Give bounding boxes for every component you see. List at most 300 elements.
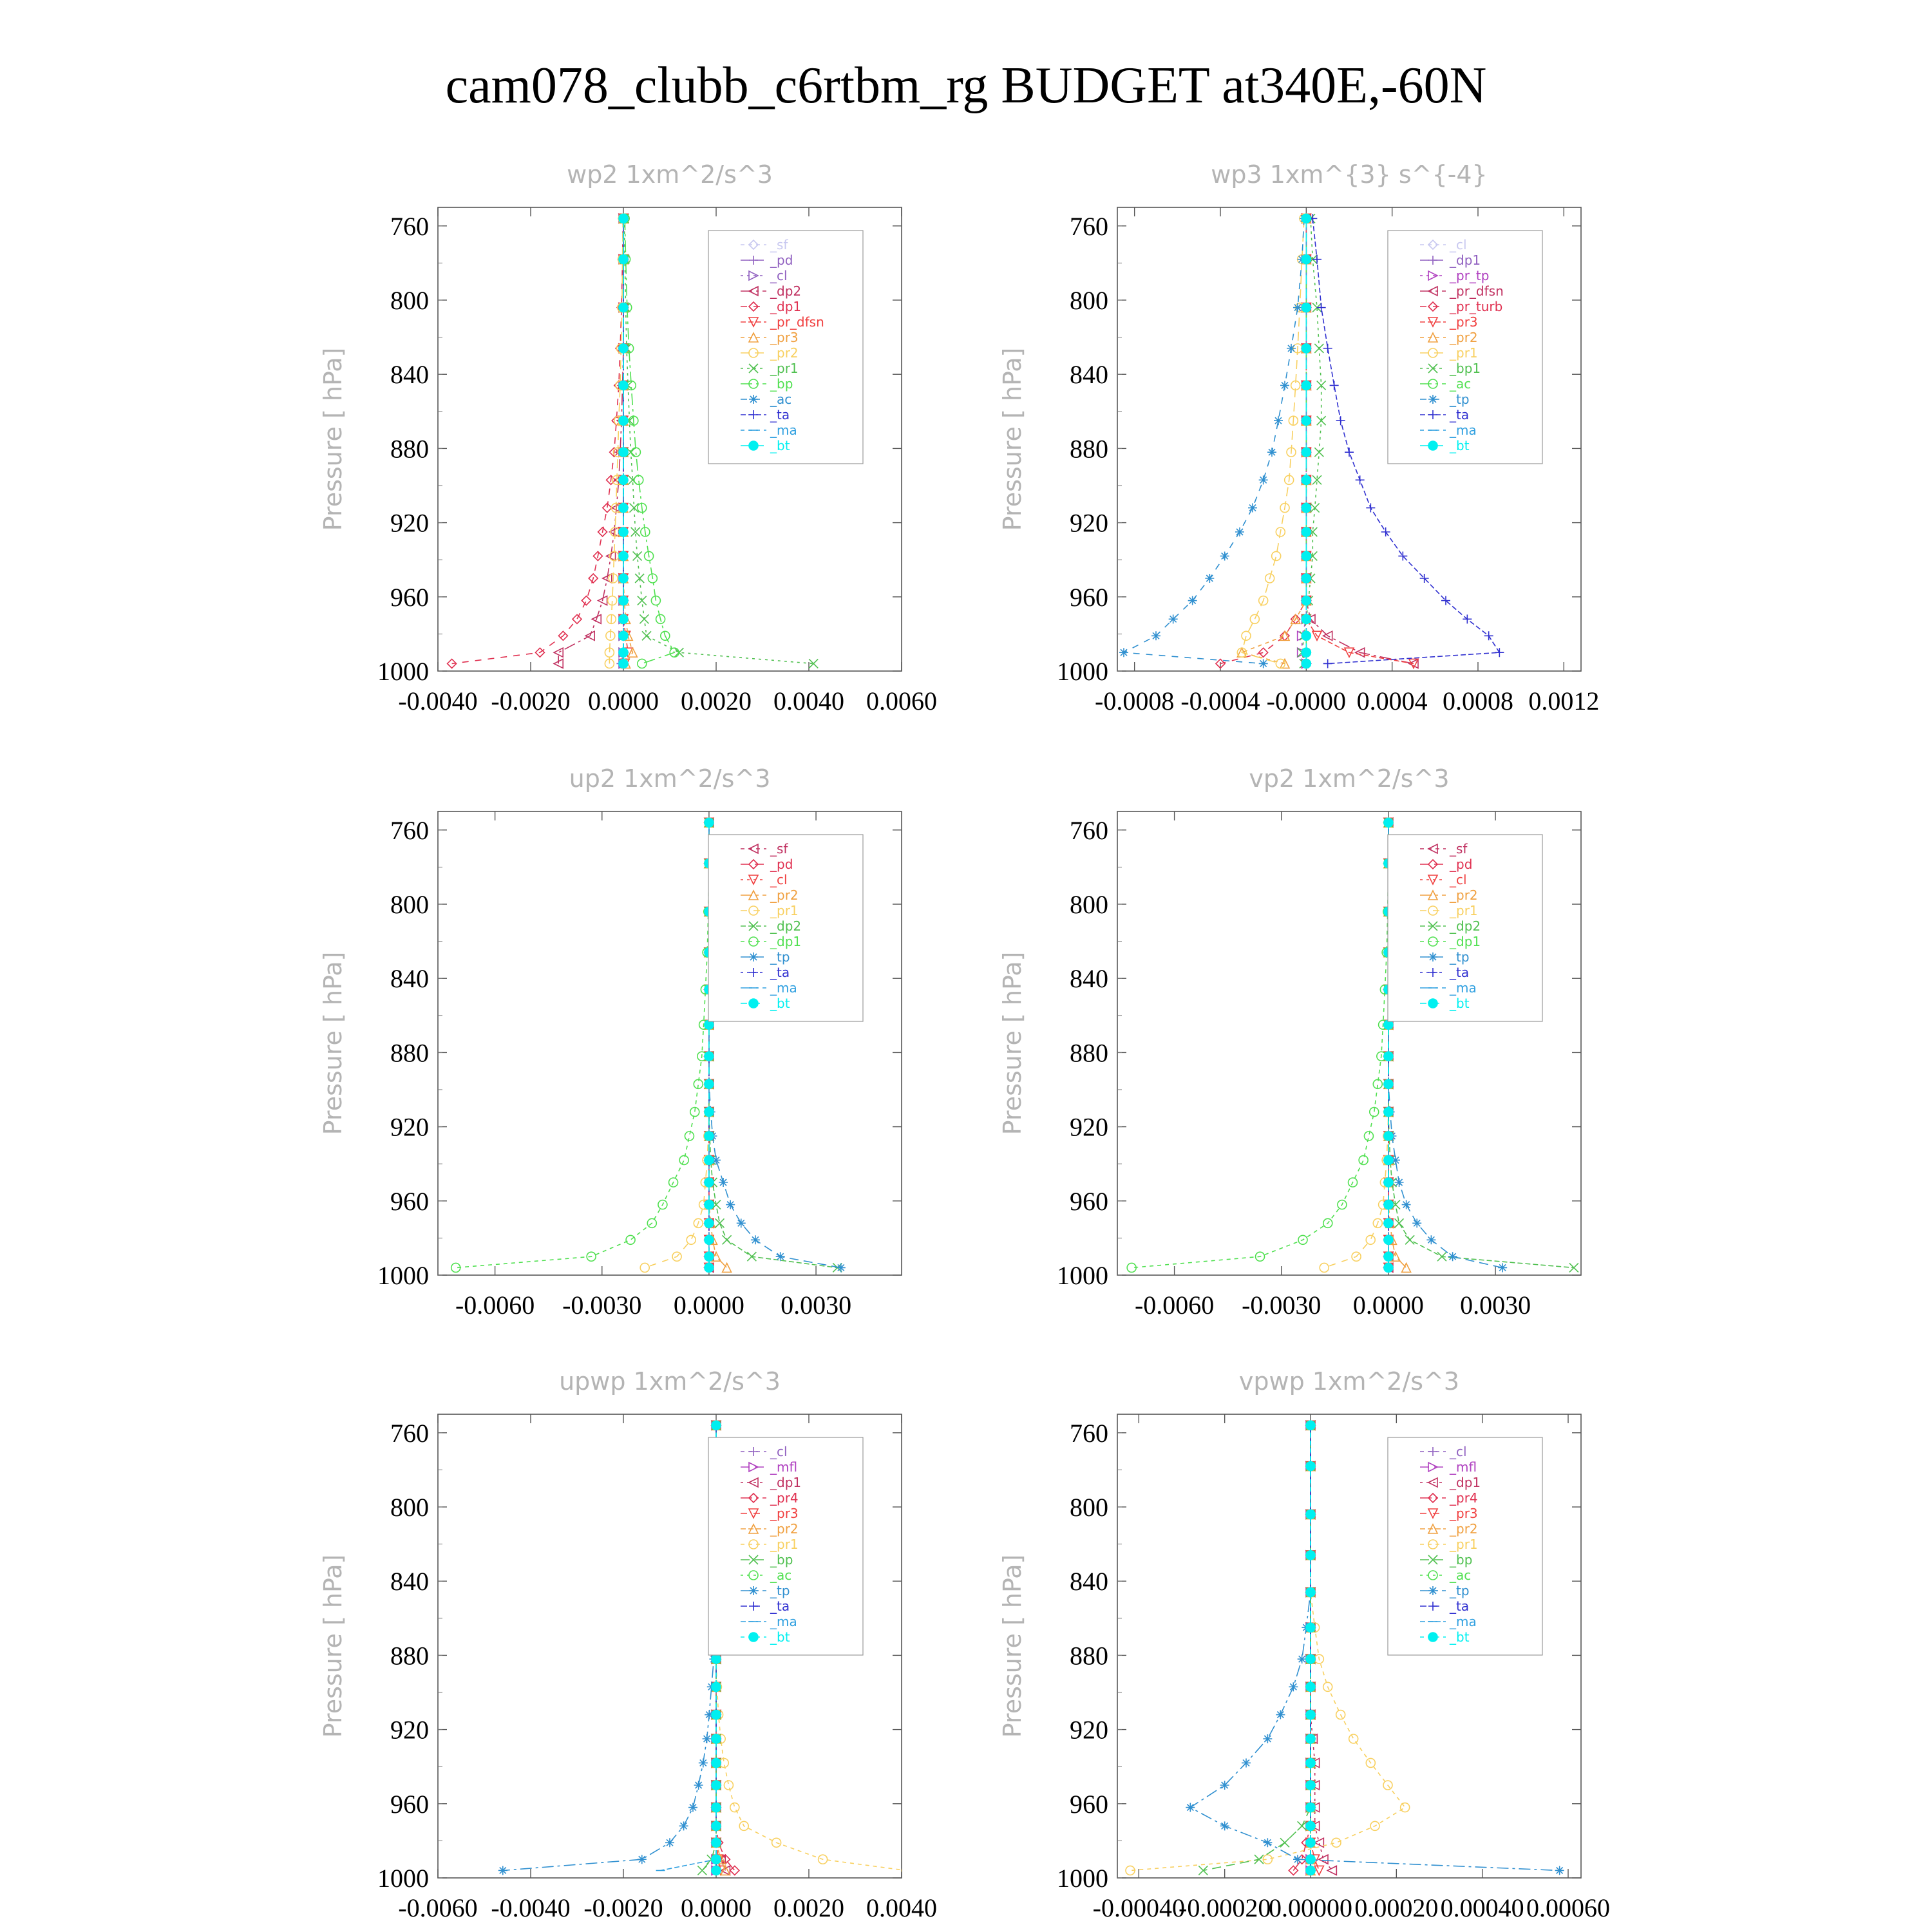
y-tick-label: 880 bbox=[390, 1038, 429, 1068]
data-point-ta bbox=[1484, 631, 1493, 640]
legend-entry: _bp bbox=[770, 376, 793, 392]
legend-entry: _bt bbox=[1450, 996, 1470, 1011]
data-point-dp2 bbox=[1405, 1235, 1414, 1244]
y-axis-label: Pressure [ hPa] bbox=[319, 347, 347, 531]
data-point-bt bbox=[1302, 255, 1311, 264]
data-point-tp bbox=[1242, 1758, 1251, 1767]
y-tick-label: 960 bbox=[390, 1789, 429, 1819]
legend-entry: _bt bbox=[770, 1629, 790, 1645]
legend-entry: _pr1 bbox=[770, 903, 799, 918]
data-point-bt bbox=[705, 1200, 714, 1209]
x-tick-label: 0.00000 bbox=[1269, 1893, 1352, 1922]
x-tick-label: -0.00040 bbox=[1092, 1893, 1185, 1922]
x-tick-label: -0.0040 bbox=[491, 1893, 571, 1922]
data-point-pr1 bbox=[638, 596, 647, 605]
data-point-pr1 bbox=[640, 1263, 649, 1272]
y-tick-label: 920 bbox=[390, 1112, 429, 1142]
data-point-bp1 bbox=[1314, 344, 1323, 353]
data-point-ta bbox=[1345, 448, 1354, 457]
data-point-tp bbox=[1259, 659, 1268, 668]
y-tick-label: 840 bbox=[1070, 360, 1108, 390]
legend-entry: _pr_tp bbox=[1450, 268, 1490, 283]
x-tick-label: 0.0000 bbox=[673, 1291, 744, 1320]
data-point-bt bbox=[1306, 1623, 1315, 1632]
data-point-pr2 bbox=[1280, 631, 1289, 640]
data-point-bt bbox=[1306, 1710, 1315, 1719]
data-point-bt bbox=[1306, 1654, 1315, 1663]
data-point-pr1 bbox=[635, 574, 644, 583]
data-point-bt bbox=[712, 1734, 721, 1743]
legend-marker bbox=[749, 952, 758, 961]
series-line-ma bbox=[661, 1425, 716, 1870]
data-point-tp bbox=[1119, 648, 1128, 657]
data-point-bt bbox=[619, 448, 628, 457]
data-point-bt bbox=[619, 416, 628, 425]
data-point-tp bbox=[1263, 1838, 1272, 1847]
legend-entry: _pd bbox=[1450, 857, 1473, 872]
data-point-ta bbox=[1495, 648, 1504, 657]
data-point-tp bbox=[1412, 1218, 1421, 1227]
legend-entry: _dp1 bbox=[770, 934, 802, 949]
data-point-bt bbox=[712, 1781, 721, 1790]
legend-entry: _ta bbox=[770, 407, 790, 422]
series-line-dp1 bbox=[452, 218, 623, 663]
data-point-bt bbox=[619, 574, 628, 583]
y-axis-label: Pressure [ hPa] bbox=[998, 951, 1027, 1135]
legend-entry: _dp1 bbox=[770, 299, 802, 314]
data-point-bt bbox=[619, 214, 628, 223]
legend-entry: _pr_dfsn bbox=[1450, 283, 1504, 299]
data-point-bt bbox=[712, 1803, 721, 1812]
x-tick-label: 0.0008 bbox=[1443, 687, 1513, 715]
data-point-pr1 bbox=[633, 551, 642, 560]
data-point-bt bbox=[1306, 1803, 1315, 1812]
legend-entry: _pr3 bbox=[770, 330, 799, 345]
data-point-dp1 bbox=[582, 596, 591, 605]
data-point-bt bbox=[1306, 1838, 1315, 1847]
data-point-bt bbox=[712, 1682, 721, 1691]
data-point-bt bbox=[1306, 1551, 1315, 1560]
legend-entry: _cl bbox=[1450, 237, 1467, 252]
data-point-tp bbox=[1293, 303, 1302, 312]
y-tick-label: 880 bbox=[1070, 1641, 1108, 1671]
data-point-bt bbox=[1384, 818, 1393, 827]
y-tick-label: 960 bbox=[390, 582, 429, 612]
data-point-dp1 bbox=[685, 1132, 694, 1141]
legend-marker bbox=[1428, 395, 1437, 404]
x-tick-label: 0.00040 bbox=[1440, 1893, 1524, 1922]
y-tick-label: 880 bbox=[1070, 434, 1108, 464]
data-point-bt bbox=[1302, 574, 1311, 583]
y-tick-label: 920 bbox=[1070, 1715, 1108, 1745]
data-point-bt bbox=[705, 1079, 714, 1088]
data-point-bp1 bbox=[1317, 381, 1326, 390]
data-point-ta bbox=[1463, 614, 1472, 623]
x-tick-label: -0.00020 bbox=[1179, 1893, 1271, 1922]
data-point-bp bbox=[1255, 1855, 1264, 1864]
series-line-pr1 bbox=[1130, 1425, 1405, 1870]
data-point-bt bbox=[619, 344, 628, 353]
data-point-pr1 bbox=[902, 1866, 911, 1875]
y-tick-label: 800 bbox=[1070, 286, 1108, 315]
series-line-dp1 bbox=[456, 822, 709, 1267]
legend-entry: _ac bbox=[770, 392, 792, 407]
data-point-tp bbox=[1263, 1734, 1272, 1743]
series-line-bp bbox=[1203, 1425, 1311, 1870]
legend-entry: _pr4 bbox=[1450, 1490, 1478, 1506]
data-point-tp bbox=[1205, 574, 1214, 583]
legend-entry: _cl bbox=[770, 872, 788, 887]
data-point-bt bbox=[705, 1155, 714, 1164]
panel-title: vp2 1xm^2/s^3 bbox=[1249, 764, 1450, 793]
series-line-dp2 bbox=[558, 218, 623, 663]
y-tick-label: 1000 bbox=[1057, 1261, 1108, 1290]
panel-upwp bbox=[319, 1367, 937, 1922]
x-tick-label: -0.0040 bbox=[398, 687, 478, 715]
y-axis-label: Pressure [ hPa] bbox=[319, 951, 347, 1135]
legend-entry: _bp bbox=[1450, 1552, 1473, 1567]
x-tick-label: 0.0040 bbox=[866, 1893, 937, 1922]
data-point-tp bbox=[703, 1734, 712, 1743]
legend-entry: _bt bbox=[1450, 438, 1470, 453]
legend-entry: _pd bbox=[770, 857, 793, 872]
y-tick-label: 840 bbox=[1070, 1567, 1108, 1596]
data-point-dp2 bbox=[715, 1218, 724, 1227]
data-point-bt bbox=[1384, 1178, 1393, 1187]
data-point-bt bbox=[1384, 1052, 1393, 1061]
x-tick-label: 0.00060 bbox=[1526, 1893, 1610, 1922]
panel-wp2 bbox=[319, 160, 937, 715]
data-point-pr1 bbox=[730, 1803, 739, 1812]
legend-entry: _bp1 bbox=[1450, 361, 1481, 376]
legend-entry: _ma bbox=[770, 422, 797, 438]
data-point-tp bbox=[1402, 1200, 1411, 1209]
x-tick-label: 0.0012 bbox=[1528, 687, 1600, 715]
panel-title: wp2 1xm^2/s^3 bbox=[567, 160, 773, 189]
legend-entry: _pd bbox=[770, 252, 793, 268]
data-point-bt bbox=[619, 596, 628, 605]
y-tick-label: 800 bbox=[1070, 1493, 1108, 1522]
legend-entry: _pr4 bbox=[770, 1490, 799, 1506]
data-point-bp bbox=[1198, 1866, 1208, 1875]
data-point-tp bbox=[726, 1200, 735, 1209]
legend-entry: _pr2 bbox=[1450, 330, 1478, 345]
data-point-tp bbox=[1274, 416, 1283, 425]
y-tick-label: 760 bbox=[390, 815, 429, 845]
data-point-dp2 bbox=[723, 1235, 732, 1244]
data-point-bt bbox=[1302, 214, 1311, 223]
data-point-tp bbox=[498, 1866, 507, 1875]
data-point-bt bbox=[1306, 1821, 1315, 1830]
y-tick-label: 960 bbox=[1070, 1789, 1108, 1819]
y-tick-label: 920 bbox=[1070, 1112, 1108, 1142]
data-point-tp bbox=[1280, 381, 1289, 390]
data-point-bt bbox=[1302, 344, 1311, 353]
data-point-bt bbox=[1306, 1781, 1315, 1790]
series-line-pr_turb bbox=[1220, 218, 1306, 663]
data-point-bt bbox=[1384, 1235, 1393, 1244]
x-tick-label: -0.0030 bbox=[562, 1291, 642, 1320]
data-point-tp bbox=[1186, 1803, 1195, 1812]
data-point-bp bbox=[1298, 1821, 1307, 1830]
data-point-tp bbox=[1448, 1252, 1457, 1261]
data-point-dp2 bbox=[554, 648, 563, 657]
y-tick-label: 920 bbox=[390, 1715, 429, 1745]
data-point-bp1 bbox=[1317, 416, 1326, 425]
data-point-bt bbox=[619, 527, 628, 536]
data-point-bt bbox=[1384, 1155, 1393, 1164]
legend-entry: _dp1 bbox=[1450, 934, 1481, 949]
data-point-dp1 bbox=[1319, 1855, 1328, 1864]
data-point-tp bbox=[679, 1821, 688, 1830]
y-axis-label: Pressure [ hPa] bbox=[998, 347, 1027, 531]
data-point-pr1 bbox=[1349, 1734, 1358, 1743]
x-tick-label: -0.0060 bbox=[455, 1291, 535, 1320]
data-point-bt bbox=[712, 1710, 721, 1719]
data-point-bt bbox=[1384, 1263, 1393, 1272]
data-point-tp bbox=[1151, 631, 1160, 640]
data-point-tp bbox=[694, 1781, 703, 1790]
legend-entry: _pr2 bbox=[770, 887, 799, 903]
data-point-bt bbox=[619, 551, 628, 560]
data-point-bt bbox=[619, 504, 628, 513]
y-tick-label: 960 bbox=[1070, 1186, 1108, 1216]
legend-entry: _ta bbox=[1450, 1598, 1470, 1614]
data-point-bt bbox=[705, 1132, 714, 1141]
data-point-tp bbox=[1395, 1178, 1404, 1187]
x-tick-label: 0.0004 bbox=[1356, 687, 1428, 715]
data-point-bt bbox=[1302, 303, 1311, 312]
x-tick-label: -0.0020 bbox=[583, 1893, 663, 1922]
x-tick-label: 0.0040 bbox=[773, 687, 844, 715]
data-point-tp bbox=[1220, 551, 1229, 560]
data-point-bt bbox=[1302, 614, 1311, 623]
legend-entry: _cl bbox=[770, 1444, 788, 1459]
data-point-bt bbox=[705, 1052, 714, 1061]
data-point-tp bbox=[1188, 596, 1197, 605]
data-point-bt bbox=[1306, 1510, 1315, 1519]
data-point-bt bbox=[1302, 551, 1311, 560]
data-point-bt bbox=[712, 1855, 721, 1864]
data-point-tp bbox=[1220, 1781, 1229, 1790]
data-point-dp1 bbox=[679, 1155, 688, 1164]
data-point-bt bbox=[619, 303, 628, 312]
legend-entry: _dp2 bbox=[770, 283, 802, 299]
legend-marker bbox=[1428, 441, 1437, 450]
legend-entry: _mfl bbox=[1450, 1459, 1477, 1475]
data-point-bt bbox=[1306, 1855, 1315, 1864]
legend-entry: _tp bbox=[770, 1583, 790, 1598]
data-point-bt bbox=[1302, 596, 1311, 605]
data-point-tp bbox=[751, 1235, 760, 1244]
legend-entry: _pr1 bbox=[770, 361, 799, 376]
legend-entry: _pr1 bbox=[1450, 903, 1478, 918]
data-point-bp1 bbox=[1314, 448, 1323, 457]
data-point-bt bbox=[1302, 659, 1311, 668]
legend-entry: _pr1 bbox=[1450, 1537, 1478, 1552]
data-point-tp bbox=[688, 1803, 697, 1812]
data-point-pr1 bbox=[1272, 551, 1281, 560]
data-point-ta bbox=[1336, 416, 1345, 425]
data-point-tp bbox=[737, 1218, 746, 1227]
data-point-bt bbox=[1384, 1132, 1393, 1141]
legend-entry: _ma bbox=[1450, 980, 1477, 996]
data-point-ta bbox=[1323, 344, 1332, 353]
x-tick-label: -0.0004 bbox=[1180, 687, 1260, 715]
data-point-ta bbox=[1356, 475, 1365, 484]
legend-marker bbox=[749, 1633, 758, 1642]
legend-marker bbox=[1428, 999, 1437, 1008]
legend-entry: _tp bbox=[770, 949, 790, 965]
legend-entry: _pr2 bbox=[770, 345, 799, 361]
y-tick-label: 960 bbox=[1070, 582, 1108, 612]
legend-entry: _ma bbox=[770, 1614, 797, 1629]
data-point-pr1 bbox=[639, 614, 649, 623]
data-point-ta bbox=[1381, 527, 1390, 536]
legend-entry: _cl bbox=[1450, 1444, 1467, 1459]
y-tick-label: 1000 bbox=[1057, 1864, 1108, 1893]
data-point-bt bbox=[712, 1821, 721, 1830]
panel-title: up2 1xm^2/s^3 bbox=[569, 764, 771, 793]
data-point-tp bbox=[1498, 1263, 1507, 1272]
legend-entry: _ma bbox=[770, 980, 797, 996]
legend-entry: _pr_turb bbox=[1450, 299, 1503, 314]
panel-title: vpwp 1xm^2/s^3 bbox=[1238, 1367, 1460, 1396]
data-point-bt bbox=[1384, 1218, 1393, 1227]
data-point-dp1 bbox=[1327, 1866, 1336, 1875]
data-point-bt bbox=[619, 255, 628, 264]
legend-marker bbox=[749, 999, 758, 1008]
data-point-dp2 bbox=[1395, 1218, 1404, 1227]
data-point-bt bbox=[1306, 1462, 1315, 1471]
x-tick-label: 0.00020 bbox=[1354, 1893, 1439, 1922]
data-point-bt bbox=[1384, 1252, 1393, 1261]
panel-vp2 bbox=[998, 764, 1581, 1320]
data-point-dp1 bbox=[1364, 1132, 1373, 1141]
data-point-bt bbox=[619, 648, 628, 657]
data-point-ta bbox=[1312, 255, 1321, 264]
legend-entry: _bt bbox=[1450, 1629, 1470, 1645]
data-point-bt bbox=[705, 1178, 714, 1187]
legend-entry: _mfl bbox=[770, 1459, 798, 1475]
x-tick-label: -0.0030 bbox=[1242, 1291, 1321, 1320]
series-line-dp1 bbox=[1132, 822, 1388, 1267]
data-point-tp bbox=[1235, 527, 1244, 536]
data-point-bt bbox=[1302, 631, 1311, 640]
data-point-bt bbox=[1302, 648, 1311, 657]
y-tick-label: 800 bbox=[390, 286, 429, 315]
legend-entry: _cl bbox=[770, 268, 788, 283]
y-tick-label: 1000 bbox=[377, 1261, 429, 1290]
legend-entry: _pr3 bbox=[770, 1506, 799, 1521]
data-point-dp2 bbox=[1569, 1263, 1578, 1272]
y-tick-label: 760 bbox=[390, 211, 429, 241]
data-point-pr1 bbox=[687, 1235, 696, 1244]
panel-title: upwp 1xm^2/s^3 bbox=[559, 1367, 781, 1396]
legend-entry: _tp bbox=[1450, 949, 1470, 965]
y-tick-label: 800 bbox=[390, 890, 429, 919]
data-point-pr1 bbox=[1242, 631, 1251, 640]
data-point-ta bbox=[1330, 381, 1339, 390]
data-point-bt bbox=[1384, 1079, 1393, 1088]
legend-entry: _dp1 bbox=[1450, 1475, 1481, 1490]
data-point-bt bbox=[1306, 1734, 1315, 1743]
legend-entry: _bt bbox=[770, 438, 790, 453]
y-tick-label: 760 bbox=[390, 1418, 429, 1448]
y-tick-label: 840 bbox=[390, 1567, 429, 1596]
legend-entry: _pr2 bbox=[770, 1521, 799, 1537]
series-line-pr1 bbox=[1242, 218, 1304, 663]
data-point-bt bbox=[705, 1235, 714, 1244]
data-point-bt bbox=[1306, 1421, 1315, 1430]
y-tick-label: 1000 bbox=[377, 657, 429, 686]
data-point-tp bbox=[776, 1252, 785, 1261]
panel-wp3 bbox=[998, 160, 1599, 715]
y-tick-label: 880 bbox=[1070, 1038, 1108, 1068]
y-tick-label: 920 bbox=[1070, 508, 1108, 538]
y-tick-label: 800 bbox=[1070, 890, 1108, 919]
data-point-bt bbox=[712, 1866, 721, 1875]
legend-entry: _pr1 bbox=[770, 1537, 799, 1552]
legend-entry: _pr1 bbox=[1450, 345, 1478, 361]
data-point-bt bbox=[1302, 504, 1311, 513]
data-point-bt bbox=[1306, 1587, 1315, 1596]
data-point-bp bbox=[638, 659, 647, 668]
y-tick-label: 880 bbox=[390, 434, 429, 464]
legend-marker bbox=[1428, 1633, 1437, 1642]
panel-title: wp3 1xm^{3} s^{-4} bbox=[1211, 160, 1488, 189]
legend-entry: _ma bbox=[1450, 422, 1477, 438]
data-point-pr1 bbox=[1320, 1263, 1329, 1272]
legend-marker bbox=[749, 441, 758, 450]
legend-entry: _dp1 bbox=[770, 1475, 802, 1490]
data-point-ta bbox=[1366, 504, 1375, 513]
panel-vpwp bbox=[998, 1367, 1610, 1922]
legend-entry: _ma bbox=[1450, 1614, 1477, 1629]
x-tick-label: 0.0060 bbox=[866, 687, 937, 715]
data-point-bt bbox=[619, 659, 628, 668]
legend-entry: _dp2 bbox=[1450, 918, 1481, 934]
data-point-ta bbox=[1317, 303, 1326, 312]
data-point-bt bbox=[712, 1838, 721, 1847]
data-point-bt bbox=[712, 1758, 721, 1767]
x-tick-label: 0.0030 bbox=[781, 1291, 852, 1320]
legend-entry: _ta bbox=[770, 1598, 790, 1614]
figure-title: cam078_clubb_c6rtbm_rg BUDGET at340E,-60N bbox=[445, 57, 1487, 114]
data-point-tp bbox=[699, 1758, 708, 1767]
legend-entry: _bp bbox=[770, 1552, 793, 1567]
legend-marker bbox=[1428, 1586, 1437, 1595]
legend-entry: _sf bbox=[770, 237, 788, 252]
legend-entry: _pr_dfsn bbox=[770, 314, 824, 330]
data-point-bt bbox=[1302, 527, 1311, 536]
data-point-bt bbox=[705, 818, 714, 827]
legend-entry: _ac bbox=[1450, 376, 1472, 392]
data-point-bt bbox=[705, 1263, 714, 1272]
data-point-bt bbox=[705, 1252, 714, 1261]
y-tick-label: 760 bbox=[1070, 211, 1108, 241]
x-tick-label: -0.0000 bbox=[1266, 687, 1346, 715]
data-point-tp bbox=[1276, 1710, 1285, 1719]
data-point-bt bbox=[1302, 475, 1311, 484]
data-point-pr1 bbox=[1332, 1838, 1341, 1847]
data-point-dp1 bbox=[1359, 1155, 1368, 1164]
y-tick-label: 760 bbox=[1070, 1418, 1108, 1448]
data-point-bt bbox=[1306, 1682, 1315, 1691]
series-line-pr1 bbox=[645, 822, 709, 1267]
data-point-tp bbox=[1289, 1682, 1298, 1691]
data-point-bp bbox=[631, 448, 640, 457]
